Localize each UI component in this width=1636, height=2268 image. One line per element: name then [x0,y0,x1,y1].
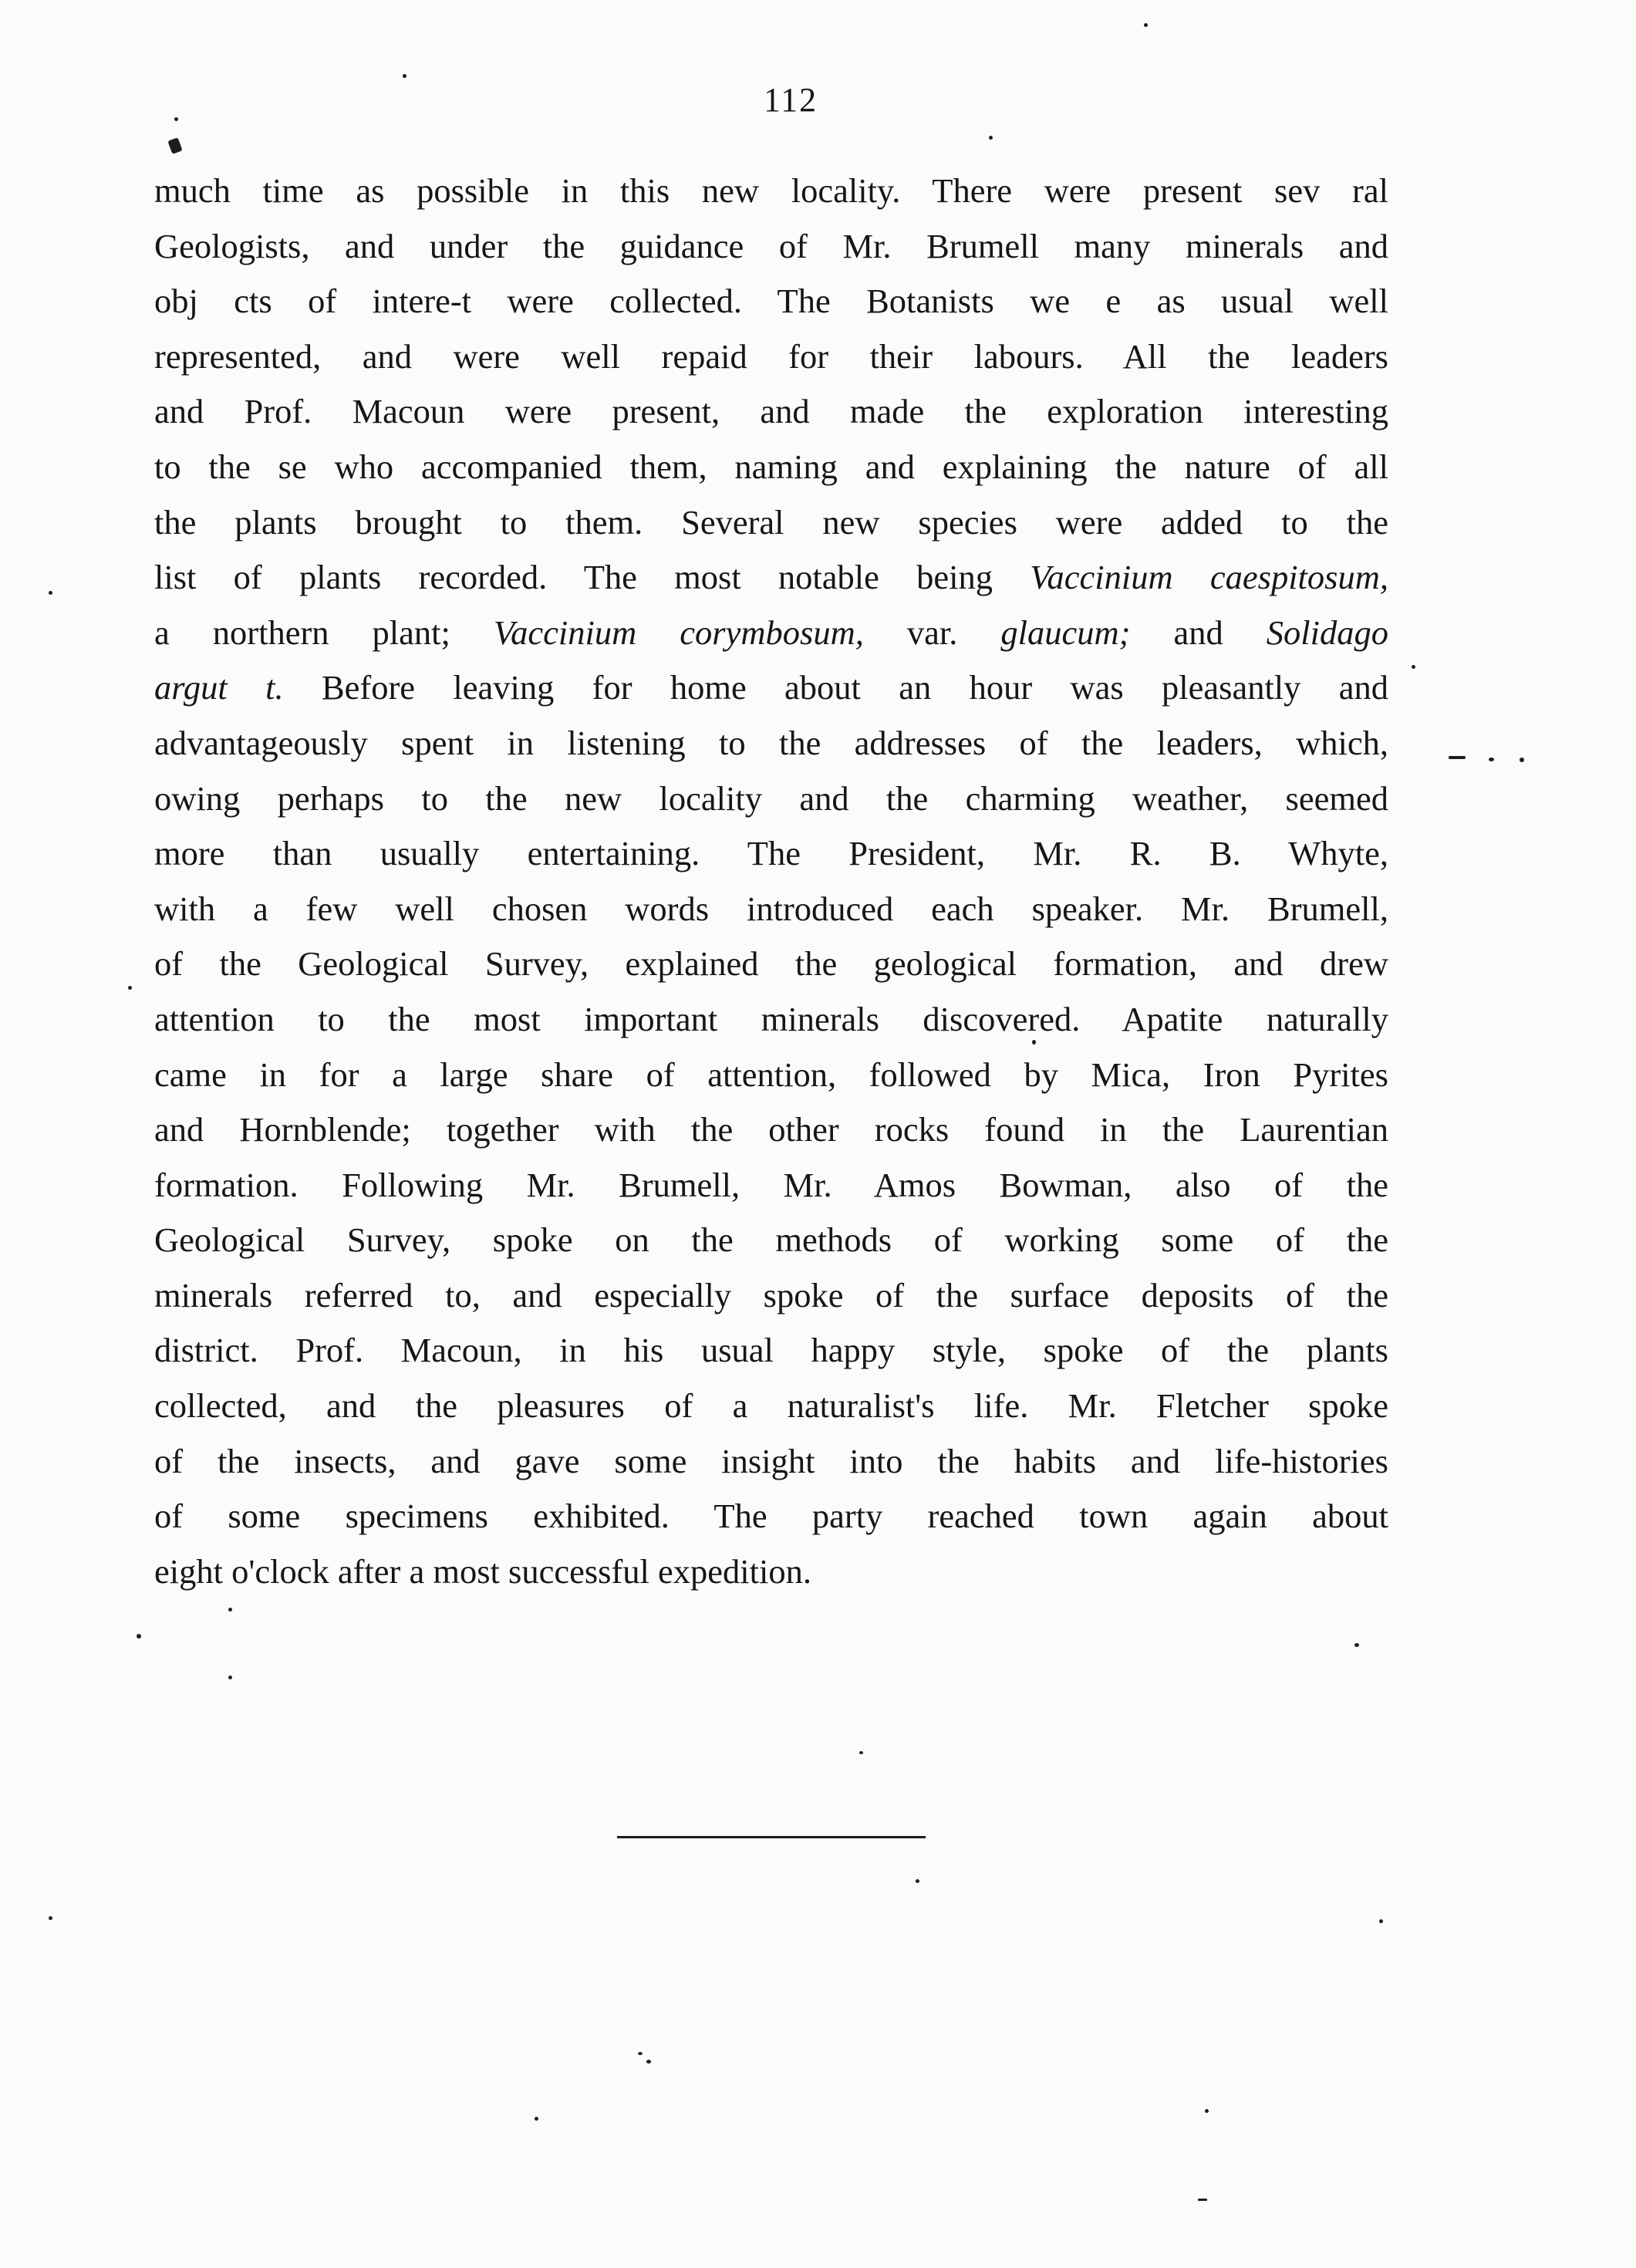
text-line [154,1048,1388,1103]
text-line [154,660,1388,716]
italic-species-name: Solidago [1266,613,1388,652]
scan-speck [49,591,52,595]
text-line [154,550,1388,606]
text-segment: much time as possible in this new locality. There were present sev ral [154,171,1388,210]
scan-speck [1489,758,1494,761]
scan-speck [128,986,132,990]
scan-speck [989,136,993,140]
text-segment: formation. Following Mr. Brumell, Mr. Amos Bowman, also of the [154,1165,1388,1204]
scan-speck [1144,23,1148,27]
text-segment: and Hornblende; together with the other rocks found in the Laurentian [154,1110,1388,1149]
scan-speck [167,137,182,154]
page-number: 112 [763,81,818,119]
text-segment: the plants brought to them. Several new species were added to the [154,502,1388,542]
scan-speck [174,117,178,121]
text-line [154,219,1388,275]
text-segment: represented, and were well repaid for their labours. All the leaders [154,336,1388,376]
text-segment: Before leaving for home about an hour was pleasantly and [283,668,1388,707]
text-segment: and [1130,613,1267,652]
text-line [154,1379,1388,1434]
scan-speck [1520,758,1524,762]
scan-speck [49,1916,52,1920]
text-segment: var. [863,613,1001,652]
text-segment: Geologists, and under the guidance of Mr. Brumell many minerals and [154,226,1388,265]
text-segment: with a few well chosen words introduced each speaker. Mr. Brumell, [154,889,1388,928]
italic-species-name: Vaccinium caespitosum, [1030,558,1389,597]
text-segment: minerals referred to, and especially spoke of the surface deposits of the [154,1275,1388,1315]
text-segment: district. Prof. Macoun, in his usual happy style, spoke of the plants [154,1331,1388,1370]
scan-speck [916,1879,919,1883]
text-segment: of some specimens exhibited. The party reached town again about [154,1497,1388,1536]
text-segment: list of plants recorded. The most notable being [154,558,1031,597]
text-line [154,1489,1388,1544]
text-segment: to the se who accompanied them, naming and explaining the nature of all [154,447,1388,486]
text-segment: of the insects, and gave some insight into the habits and life-histories [154,1441,1388,1480]
text-line [154,1544,1388,1600]
scan-speck [1354,1643,1359,1647]
scan-speck [1379,1919,1383,1923]
text-segment: more than usually entertaining. The President, Mr. R. B. Whyte, [154,834,1388,873]
text-line [154,882,1388,937]
text-line [154,1434,1388,1490]
text-segment: came in for a large share of attention, followed by Mica, Iron Pyrites [154,1055,1388,1094]
italic-species-name: argut t. [154,668,284,707]
scan-speck [638,2052,643,2055]
text-line [154,440,1388,495]
scan-speck [137,1634,141,1639]
scan-speck [228,1676,232,1679]
scan-speck [403,74,406,78]
text-line [154,495,1388,551]
text-segment: of the Geological Survey, explained the geological formation, and drew [154,944,1388,984]
scan-speck [646,2060,651,2064]
text-line [154,771,1388,827]
scan-speck [1412,665,1415,669]
scan-speck [1032,1040,1036,1045]
text-line [154,1268,1388,1324]
text-segment: owing perhaps to the new locality and the charming weather, seemed [154,778,1388,818]
text-line [154,826,1388,882]
text-segment: obj cts of intere-t were collected. The Botanists we e as usual well [154,282,1388,321]
text-line [154,1158,1388,1213]
text-line [154,164,1388,219]
text-segment: and Prof. Macoun were present, and made the exploration interesting [154,392,1388,431]
text-segment: eight o'clock after a most successful expedition. [154,1551,812,1591]
body-paragraph [154,164,1388,1599]
text-line [154,1213,1388,1268]
text-line [154,937,1388,992]
scan-speck [228,1608,232,1612]
text-line [154,1323,1388,1379]
text-line [154,384,1388,440]
text-line [154,606,1388,661]
text-segment: a northern plant; [154,613,494,652]
text-segment: advantageously spent in listening to the addresses of the leaders, which, [154,723,1388,762]
text-line [154,716,1388,771]
text-line [154,992,1388,1048]
scan-speck [535,2117,538,2121]
text-line [154,274,1388,329]
scan-speck [1449,756,1466,759]
text-line [154,329,1388,385]
closing-rule [617,1836,926,1838]
italic-species-name: Vaccinium corymbosum, [493,613,864,652]
scan-speck [1198,2199,1207,2201]
scan-speck [1205,2109,1209,2113]
text-segment: attention to the most important minerals discovered. Apatite naturally [154,999,1388,1038]
text-line [154,1102,1388,1158]
scan-speck [859,1751,863,1754]
text-segment: collected, and the pleasures of a naturalist's life. Mr. Fletcher spoke [154,1386,1388,1426]
text-segment: Geological Survey, spoke on the methods of working some of the [154,1220,1388,1260]
italic-species-name: glaucum; [1000,613,1131,652]
